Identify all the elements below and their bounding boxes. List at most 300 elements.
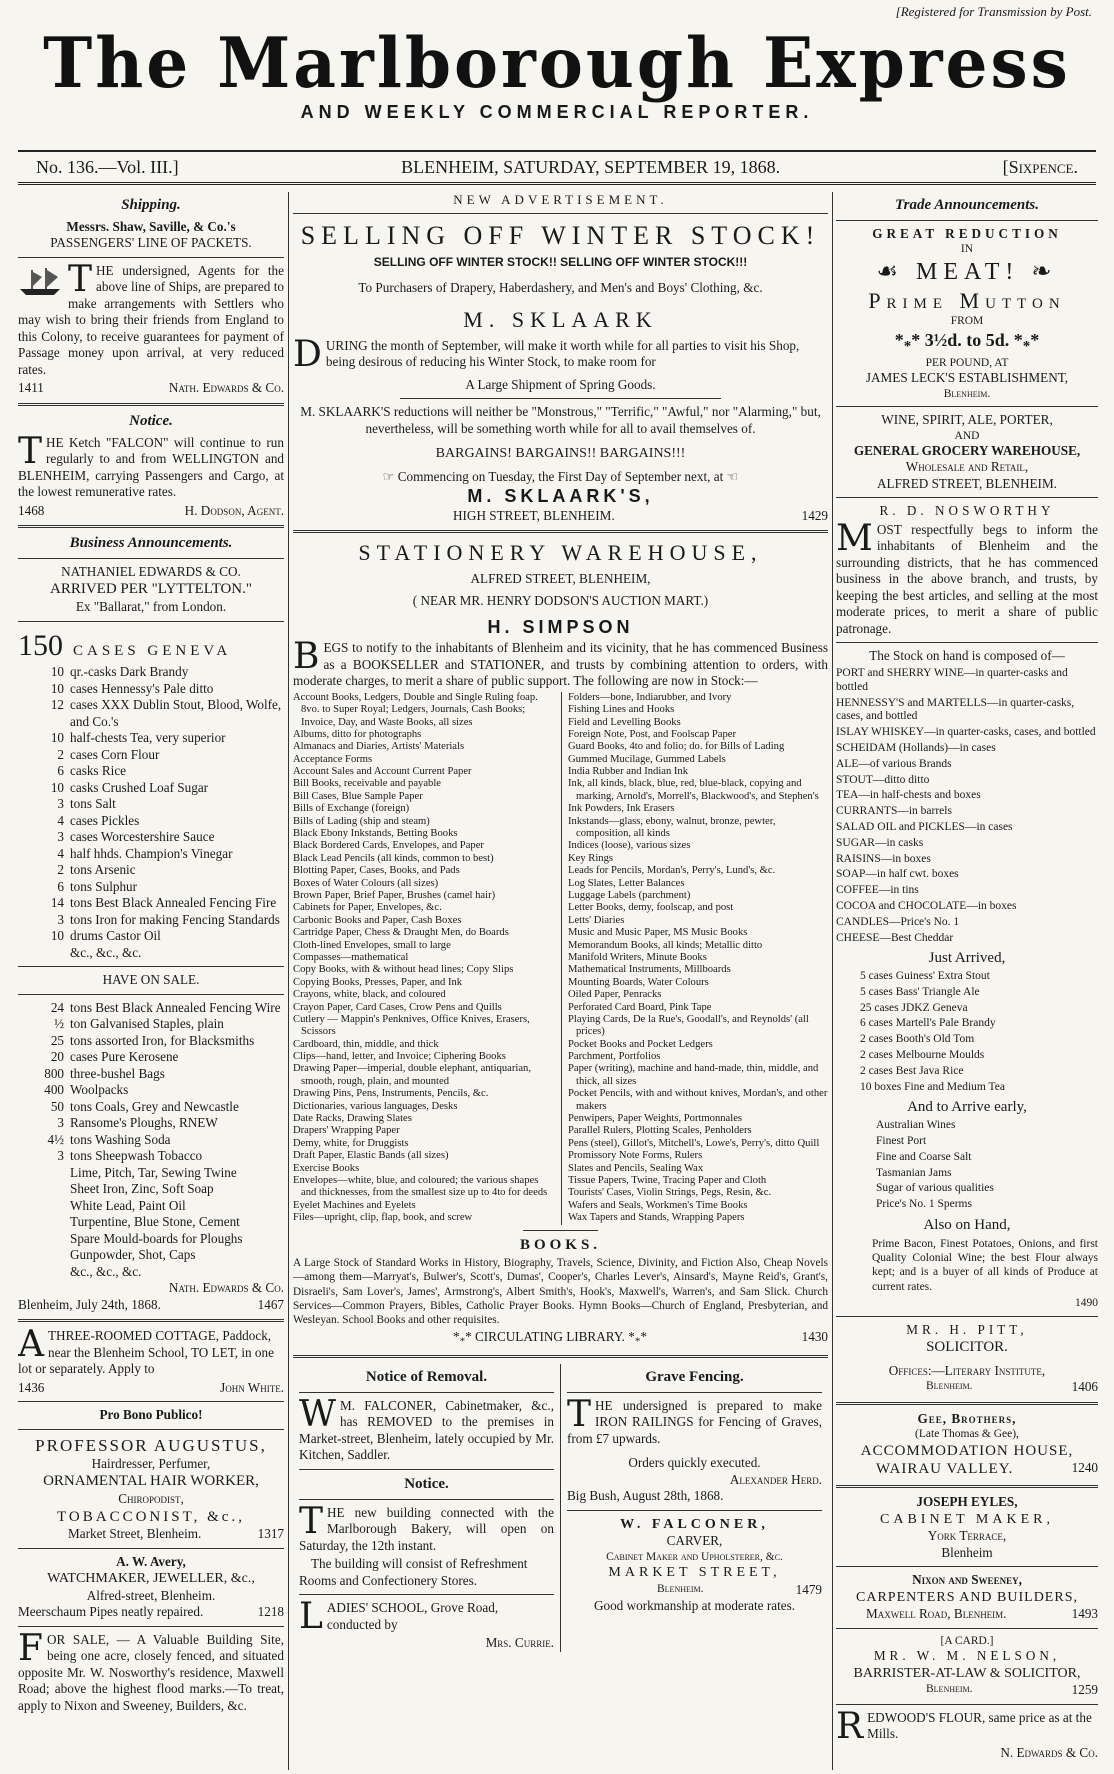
cargo-item bbox=[18, 747, 284, 764]
cargo-description: White Lead, Paint Oil bbox=[70, 1197, 186, 1213]
stock-item: Exercise Books bbox=[293, 1162, 360, 1174]
cargo-quantity: 3 bbox=[57, 796, 64, 811]
stock-item: Files—upright, clip, flap, book, and screw bbox=[293, 1212, 473, 1224]
arrival-item: Sugar of various qualities bbox=[876, 1182, 994, 1195]
cargo-item bbox=[18, 681, 284, 698]
divider bbox=[836, 1316, 1098, 1317]
divider bbox=[836, 642, 1098, 643]
cargo-quantity: 2 bbox=[57, 746, 64, 762]
divider bbox=[18, 994, 284, 995]
ad-line: IN bbox=[960, 243, 974, 256]
ad-number: 1490 bbox=[1075, 1297, 1098, 1310]
divider bbox=[18, 966, 284, 967]
cargo-description: cases Hennessy's Pale ditto bbox=[70, 680, 214, 696]
stock-item: Tissue Papers, Twine, Tracing Paper and Cloth bbox=[568, 1174, 767, 1186]
cargo-item bbox=[18, 945, 284, 962]
ad-signature: Nath. Edwards & Co. bbox=[168, 380, 284, 396]
pointing-hand-icon: ☞ bbox=[382, 468, 398, 484]
cargo-description: casks Rice bbox=[70, 763, 127, 778]
stock-item: Copying Books, Presses, Paper, and Ink bbox=[293, 976, 463, 988]
stock-item: Ink, all kinds, black, blue, red, blue-black, copying and marking, Arnold's, Morrell's, Blackwood's, and Stephen's bbox=[568, 778, 819, 802]
ad-text: MEAT! bbox=[916, 258, 1020, 285]
ad-headline: STATIONERY WAREHOUSE, bbox=[358, 540, 763, 566]
ad-address: Alfred-street, Blenheim. bbox=[86, 1587, 216, 1603]
ad-headline: SELLING OFF WINTER STOCK! bbox=[300, 221, 821, 251]
stock-item: SOAP—in half cwt. boxes bbox=[836, 868, 959, 881]
divider bbox=[293, 213, 828, 214]
drop-cap: B bbox=[293, 636, 320, 678]
ad-body bbox=[567, 1393, 822, 1448]
stock-item: Envelopes—white, blue, and coloured; the various shapes and thicknesses, from the smallest size up to 4to for deeds bbox=[293, 1174, 548, 1199]
stock-item: Perforated Card Board, Pink Tape bbox=[568, 1001, 712, 1013]
ad-reference bbox=[18, 1380, 284, 1397]
stock-item: COCOA and CHOCOLATE—in boxes bbox=[836, 899, 1017, 912]
ad-reference bbox=[18, 1526, 284, 1543]
divider bbox=[400, 398, 721, 399]
stock-item: Drapers' Wrapping Paper bbox=[293, 1125, 400, 1137]
ad-text: THREE-ROOMED COTTAGE, Paddock, near the Blenheim School, TO LET, in one lot or separately. Apply to bbox=[18, 1328, 274, 1376]
cargo-quantity: 6 bbox=[57, 878, 64, 894]
ad-text: OR SALE, — A Valuable Building Site, being one acre, closely fenced, and situated opposite Mr. W. Nosworthy's residence, Maxwell Road; above the highest flood marks.—To treat, apply to Nixon and Sweeney, Builders, &c. bbox=[18, 1631, 284, 1713]
ad-text: The building will consist of Refreshment Rooms and Confectionery Stores. bbox=[299, 1556, 528, 1588]
ad-reference bbox=[18, 503, 284, 520]
cargo-item bbox=[18, 862, 284, 879]
cargo-quantity: 3 bbox=[57, 1148, 64, 1163]
stock-item: CANDLES—Price's No. 1 bbox=[836, 915, 960, 928]
stock-item: Black Lead Pencils (all kinds, common to best) bbox=[293, 852, 494, 864]
cargo-item bbox=[18, 796, 284, 813]
cargo-item bbox=[18, 1115, 284, 1132]
divider bbox=[18, 257, 284, 258]
cargo-description: cases Pickles bbox=[70, 812, 140, 828]
ad-title: GENERAL GROCERY WAREHOUSE, bbox=[853, 442, 1081, 458]
stock-item: Oiled Paper, Penracks bbox=[568, 989, 662, 1001]
section-heading: Grave Fencing. bbox=[645, 1369, 744, 1386]
cargo-description: Woolpacks bbox=[70, 1082, 129, 1097]
cargo-quantity: 25 bbox=[50, 1032, 64, 1048]
stock-item: Compasses—mathematical bbox=[293, 951, 409, 963]
ad-town: Blenheim. bbox=[657, 1582, 704, 1595]
stock-list bbox=[836, 667, 1098, 945]
stock-item: Music and Music Paper, MS Music Books bbox=[568, 927, 748, 939]
cargo-description: tons Arsenic bbox=[70, 862, 136, 877]
cargo-quantity: 800 bbox=[44, 1065, 64, 1081]
cargo-description: half hhds. Champion's Vinegar bbox=[70, 845, 233, 861]
ad-line: ORNAMENTAL HAIR WORKER, bbox=[43, 1473, 259, 1490]
ad-title: Pro Bono Publico! bbox=[99, 1407, 203, 1422]
section-heading: Shipping. bbox=[121, 197, 181, 213]
stock-item: Cloth-lined Envelopes, small to large bbox=[293, 939, 451, 951]
cargo-item bbox=[18, 664, 284, 681]
column-right bbox=[836, 192, 1098, 1770]
divider bbox=[18, 1429, 284, 1430]
stock-item: Bill Cases, Blue Sample Paper bbox=[293, 790, 423, 802]
ad-number: 1468 bbox=[18, 502, 45, 518]
stock-item: HENNESSY'S and MARTELLS—in quarter-casks, cases, and bottled bbox=[836, 696, 1075, 723]
arrival-item: Australian Wines bbox=[876, 1119, 956, 1132]
ad-number: 1479 bbox=[795, 1581, 822, 1597]
stock-item: Folders—bone, Indiarubber, and Ivory bbox=[568, 691, 732, 703]
stock-list-right bbox=[561, 692, 828, 1225]
ad-reference bbox=[18, 1297, 284, 1314]
divider bbox=[836, 497, 1098, 498]
stock-item: Playing Cards, De la Rue's, Goodall's, and Reynolds' (all prices) bbox=[568, 1013, 809, 1038]
stock-item: STOUT—ditto ditto bbox=[836, 773, 930, 786]
ad-headline bbox=[836, 257, 1098, 287]
cargo-quantity: 3 bbox=[57, 1115, 64, 1130]
stock-item: CHEESE—Best Cheddar bbox=[836, 931, 954, 944]
cargo-quantity: 6 bbox=[57, 763, 64, 778]
ad-line: The Stock on hand is composed of— bbox=[869, 648, 1065, 664]
cargo-item bbox=[18, 895, 284, 912]
divider bbox=[299, 1392, 554, 1393]
ad-body bbox=[18, 258, 284, 379]
ad-line: BARRISTER-AT-LAW & SOLICITOR, bbox=[853, 1665, 1081, 1681]
arrival-item: 2 cases Best Java Rice bbox=[860, 1064, 964, 1077]
cargo-quantity: 10 bbox=[50, 730, 64, 745]
stock-item: Promissory Note Forms, Rulers bbox=[568, 1150, 703, 1162]
ad-text: M. SKLAARK'S reductions will neither be "Monstrous," "Terrific," "Awful," nor "Alarming," but, nevertheless, will be something worth while for all to avail themselves of. bbox=[300, 404, 821, 436]
ad-title: GREAT REDUCTION bbox=[872, 225, 1062, 241]
ad-reference bbox=[293, 1329, 828, 1349]
cargo-item bbox=[18, 1148, 284, 1165]
arrival-item: 2 cases Melbourne Moulds bbox=[860, 1049, 985, 1062]
stock-item: Demy, white, for Druggists bbox=[293, 1137, 409, 1149]
ad-text: HE Ketch "FALCON" will continue to run regularly to and from WELLINGTON and BLENHEIM, carrying Passengers and Cargo, at the lowest remunerative rates. bbox=[18, 434, 284, 499]
cargo-item bbox=[18, 780, 284, 797]
cargo-quantity: ½ bbox=[54, 1016, 64, 1031]
column-divider bbox=[832, 192, 833, 1770]
ad-subtitle: PASSENGERS' LINE OF PACKETS. bbox=[50, 235, 252, 251]
ad-title: PROFESSOR AUGUSTUS, bbox=[35, 1435, 267, 1455]
arrival-item: 5 cases Bass' Triangle Ale bbox=[860, 985, 980, 998]
divider bbox=[836, 406, 1098, 407]
ad-body bbox=[299, 1596, 554, 1638]
ad-title: JAMES LECK'S ESTABLISHMENT, bbox=[865, 370, 1069, 386]
ad-title: M. SKLAARK bbox=[463, 307, 658, 333]
geneva-line bbox=[18, 627, 284, 665]
cargo-description: Sheet Iron, Zinc, Soft Soap bbox=[70, 1181, 214, 1196]
ad-line: [A CARD.] bbox=[940, 1634, 994, 1647]
stock-item: Clips—hand, letter, and Invoice; Ciphering Books bbox=[293, 1051, 506, 1063]
divider bbox=[836, 1485, 1098, 1488]
cargo-description: Spare Mould-boards for Ploughs bbox=[70, 1230, 243, 1246]
cargo-description: cases Worcestershire Sauce bbox=[70, 829, 215, 844]
stock-item: Crayons, white, black, and coloured bbox=[293, 989, 446, 1001]
stock-item: Gummed Mucilage, Gummed Labels bbox=[568, 753, 726, 765]
bottom-advert-left bbox=[293, 1364, 560, 1652]
ad-reference bbox=[836, 1460, 1098, 1479]
pointing-hand-icon: ☜ bbox=[723, 468, 739, 484]
stock-item: Guard Books, 4to and folio; do. for Bills of Lading bbox=[568, 741, 785, 753]
issue-price: [Sixpence. bbox=[1002, 156, 1078, 177]
cargo-item bbox=[18, 1016, 284, 1033]
ad-subtitle: Just Arrived, bbox=[928, 950, 1006, 967]
cargo-description: &c., &c., &c. bbox=[70, 944, 142, 960]
stock-item: Copy Books, with & without head lines; Copy Slips bbox=[293, 964, 514, 976]
drop-cap: T bbox=[18, 430, 43, 472]
stock-item: Blotting Paper, Cases, Books, and Pads bbox=[293, 865, 460, 877]
cargo-description: tons Best Black Annealed Fencing Wire bbox=[70, 999, 281, 1015]
cargo-quantity bbox=[18, 1264, 70, 1281]
stock-item: Key Rings bbox=[568, 852, 614, 864]
ad-title: NATHANIEL EDWARDS & CO. bbox=[61, 563, 241, 579]
ad-date: Big Bush, August 28th, 1868. bbox=[567, 1488, 724, 1504]
cargo-quantity: 10 bbox=[50, 680, 64, 696]
ad-body bbox=[836, 1705, 1098, 1747]
ad-subtitle: And to Arrive early, bbox=[907, 1099, 1027, 1116]
divider bbox=[299, 1499, 554, 1500]
cargo-item bbox=[18, 829, 284, 846]
ad-number: 1317 bbox=[257, 1526, 284, 1542]
ad-address: ALFRED STREET, BLENHEIM, bbox=[470, 570, 651, 586]
cargo-item bbox=[18, 879, 284, 896]
issue-dateline: BLENHEIM, SATURDAY, SEPTEMBER 19, 1868. bbox=[401, 156, 781, 177]
cargo-quantity bbox=[18, 1198, 70, 1215]
column-center bbox=[293, 192, 828, 1770]
stock-item: Drawing Paper—imperial, double elephant, antiquarian, smooth, rough, plain, and mounted bbox=[293, 1063, 531, 1087]
stock-item: Drawing Pins, Pens, Instruments, Pencils, &c. bbox=[293, 1088, 489, 1100]
ad-address: Maxwell Road, Blenheim. bbox=[866, 1606, 1007, 1622]
column-left bbox=[18, 192, 284, 1770]
drop-cap: F bbox=[18, 1627, 43, 1669]
stock-item: Foreign Note, Post, and Foolscap Paper bbox=[568, 728, 737, 740]
ad-address: York Terrace, bbox=[927, 1528, 1007, 1544]
stock-item: CURRANTS—in barrels bbox=[836, 805, 952, 818]
ad-title: M. SKLAARK'S, bbox=[467, 486, 654, 507]
stock-item: ISLAY WHISKEY—in quarter-casks, cases, and bottled bbox=[836, 726, 1096, 739]
ad-title: MR. W. M. NELSON, bbox=[873, 1648, 1061, 1664]
divider bbox=[18, 1401, 284, 1402]
ad-line: SOLICITOR. bbox=[926, 1339, 1008, 1356]
stock-item: PORT and SHERRY WINE—in quarter-casks and bottled bbox=[836, 666, 1068, 693]
cargo-item bbox=[18, 1000, 284, 1017]
cargo-item bbox=[18, 1082, 284, 1099]
ad-line: CARPENTERS AND BUILDERS, bbox=[856, 1589, 1078, 1605]
drop-cap: T bbox=[68, 258, 93, 300]
stock-item: Mounting Boards, Water Colours bbox=[568, 976, 709, 988]
stock-item: COFFEE—in tins bbox=[836, 884, 919, 897]
stock-item: Black Ebony Inkstands, Betting Books bbox=[293, 828, 458, 840]
ad-text: EDWOOD'S FLOUR, same price as at the Mills. bbox=[867, 1709, 1092, 1742]
stock-item: Albums, ditto for photographs bbox=[293, 728, 422, 740]
ad-title: A. W. Avery, bbox=[116, 1553, 186, 1569]
divider bbox=[18, 403, 284, 406]
divider bbox=[836, 1704, 1098, 1705]
ad-text: ADIES' SCHOOL, Grove Road, conducted by bbox=[326, 1600, 499, 1632]
ad-line: Offices:—Literary Institute, bbox=[888, 1362, 1046, 1378]
bottom-adverts bbox=[293, 1364, 828, 1652]
cargo-item bbox=[18, 1033, 284, 1050]
stock-item: Draft Paper, Elastic Bands (all sizes) bbox=[293, 1150, 449, 1162]
cargo-item bbox=[18, 1181, 284, 1198]
ad-line: CABINET MAKER, bbox=[880, 1511, 1054, 1527]
ad-line: CARVER, bbox=[666, 1533, 723, 1549]
ad-text: CIRCULATING LIBRARY. bbox=[474, 1328, 625, 1344]
ad-reference bbox=[18, 380, 284, 397]
cargo-description: tons Sulphur bbox=[70, 878, 138, 894]
section-heading: Trade Announcements. bbox=[895, 197, 1039, 213]
cargo-quantity: 10 bbox=[50, 779, 64, 795]
ad-body bbox=[836, 517, 1098, 638]
stock-item: Carbonic Books and Paper, Cash Boxes bbox=[293, 914, 462, 926]
drop-cap: W bbox=[299, 1393, 337, 1435]
stock-item: Fishing Lines and Hooks bbox=[568, 704, 675, 716]
cargo-description: casks Crushed Loaf Sugar bbox=[70, 779, 209, 795]
arrival-item: Price's No. 1 Sperms bbox=[876, 1198, 972, 1211]
cargo-quantity: 10 bbox=[50, 664, 64, 679]
ad-subtitle: ARRIVED PER "LYTTELTON." bbox=[50, 581, 252, 598]
stock-item: TEA—in half-chests and boxes bbox=[836, 789, 981, 802]
divider bbox=[299, 1469, 554, 1470]
stock-item: Account Books, Ledgers, Double and Single Ruling foap. 8vo. to Super Royal; Ledgers, Journals, Cash Books; Invoice, Day, and Waste Books, all sizes bbox=[293, 691, 538, 728]
stock-item: Log Slates, Letter Balances bbox=[568, 877, 685, 889]
cargo-quantity: 12 bbox=[50, 697, 64, 712]
ad-reference bbox=[836, 1379, 1098, 1396]
issue-line bbox=[18, 150, 1096, 185]
ad-title: Messrs. Shaw, Saville, & Co.'s bbox=[66, 218, 236, 234]
cargo-item bbox=[18, 1132, 284, 1149]
cargo-description: cases XXX Dublin Stout, Blood, Wolfe, and Co.'s bbox=[70, 697, 282, 729]
cargo-description: tons Iron for making Fencing Standards bbox=[70, 911, 280, 927]
stock-item: Bills of Exchange (foreign) bbox=[293, 803, 410, 815]
ad-number: 1218 bbox=[257, 1604, 284, 1620]
cargo-description: half-chests Tea, very superior bbox=[70, 730, 226, 745]
stock-item: RAISINS—in boxes bbox=[836, 852, 931, 865]
cargo-description: tons Washing Soda bbox=[70, 1131, 171, 1147]
stock-item: Penwipers, Paper Weights, Portmonnales bbox=[568, 1113, 743, 1125]
divider bbox=[18, 1548, 284, 1549]
stock-item: Wafers and Seals, Workmen's Time Books bbox=[568, 1199, 748, 1211]
stock-item: Bill Books, receivable and payable bbox=[293, 778, 441, 790]
ad-text: A Large Stock of Standard Works in History, Biography, Travels, Science, Divinity, and Fiction Also, Cheap Novels—among them—Marryat's, Bulwer's, Scott's, Dumas', Cooper's, Charles Lever's, Ainsard's, Mayne Reid's, Grant's, Disraeli's, Sam Lover's, James', Armstrong's, Albert Smith's, Hook's, Maxwell's, Warren's, and Sam Slick. Church Services—Common Prayers, Bibles, Catholic Prayer Books. Hymn Books—Church of England, Presbyterian, and Wesleyan. School Books and other requisites. bbox=[293, 1257, 828, 1326]
stock-item: SCHEIDAM (Hollands)—in cases bbox=[836, 741, 996, 754]
cargo-item bbox=[18, 1049, 284, 1066]
drop-cap: L bbox=[299, 1596, 323, 1638]
ad-address: ALFRED STREET, BLENHEIM. bbox=[877, 475, 1057, 491]
ad-body bbox=[18, 430, 284, 501]
ad-town: Blenheim bbox=[941, 1544, 993, 1560]
arrival-item: 25 cases JDKZ Geneva bbox=[860, 1001, 968, 1014]
ad-address: WAIRAU VALLEY. bbox=[876, 1461, 1014, 1478]
section-heading: Notice. bbox=[404, 1475, 449, 1492]
ad-number: 1406 bbox=[1071, 1379, 1098, 1395]
arrival-item: Tasmanian Jams bbox=[876, 1166, 952, 1179]
cargo-description: cases Pure Kerosene bbox=[70, 1049, 179, 1064]
stock-item: Bills of Lading (ship and steam) bbox=[293, 815, 430, 827]
cargo-quantity: 4½ bbox=[47, 1131, 64, 1147]
cargo-description: tons Sheepwash Tobacco bbox=[70, 1148, 203, 1163]
cargo-quantity bbox=[18, 1214, 70, 1231]
cargo-quantity: 400 bbox=[44, 1082, 64, 1097]
stock-item: Wax Tapers and Stands, Wrapping Papers bbox=[568, 1212, 745, 1224]
arrival-list bbox=[836, 970, 1098, 1094]
stock-item: ALE—of various Brands bbox=[836, 757, 952, 770]
stock-item: Field and Levelling Books bbox=[568, 716, 681, 728]
stock-item: Pocket Books and Pocket Ledgers bbox=[568, 1038, 713, 1050]
ad-line: WATCHMAKER, JEWELLER, &c., bbox=[47, 1571, 255, 1587]
cargo-quantity bbox=[18, 1181, 70, 1198]
ad-number: 1240 bbox=[1071, 1460, 1098, 1476]
cargo-description: cases Corn Flour bbox=[70, 746, 160, 762]
cargo-quantity bbox=[18, 1165, 70, 1182]
ad-headline: Prime Mutton bbox=[868, 287, 1066, 313]
divider bbox=[293, 1355, 828, 1358]
ad-line: BARGAINS! BARGAINS!! BARGAINS!!! bbox=[435, 446, 686, 462]
ad-reference bbox=[18, 1604, 284, 1621]
ad-line: Hairdresser, Perfumer, bbox=[91, 1455, 211, 1471]
cargo-description: tons Coals, Grey and Newcastle bbox=[70, 1098, 239, 1114]
ad-reference bbox=[836, 1606, 1098, 1623]
stock-item: Inkstands—glass, ebony, walnut, bronze, pewter, composition, all kinds bbox=[568, 815, 776, 840]
ad-line: FROM bbox=[950, 315, 984, 328]
divider bbox=[567, 1510, 822, 1511]
drop-cap: A bbox=[18, 1324, 44, 1365]
ad-line: Orders quickly executed. bbox=[628, 1455, 761, 1471]
cargo-quantity: 2 bbox=[57, 862, 64, 877]
stock-item: Memorandum Books, all kinds; Metallic ditto bbox=[568, 939, 763, 951]
stock-item: Cardboard, thin, middle, and thick bbox=[293, 1038, 439, 1050]
ad-body bbox=[293, 333, 828, 375]
stock-item: Black Bordered Cards, Envelopes, and Paper bbox=[293, 840, 484, 852]
ad-line: PER POUND, AT bbox=[925, 356, 1009, 369]
ad-subheadline: SELLING OFF WINTER STOCK!! SELLING OFF WINTER STOCK!!! bbox=[373, 254, 748, 269]
cargo-quantity: 14 bbox=[50, 895, 64, 910]
ad-line: (Late Thomas & Gee), bbox=[915, 1428, 1019, 1441]
stock-item: Crayon Paper, Card Cases, Crow Pens and Quills bbox=[293, 1001, 502, 1013]
arrival-item: Finest Port bbox=[876, 1134, 927, 1147]
ad-subtitle: Ex "Ballarat," from London. bbox=[75, 599, 227, 614]
ad-subtitle: HAVE ON SALE. bbox=[102, 972, 200, 987]
arrival-list bbox=[836, 1119, 1098, 1212]
divider bbox=[299, 1594, 554, 1595]
cargo-quantity: 24 bbox=[50, 999, 64, 1015]
stock-item: Dictionaries, various languages, Desks bbox=[293, 1100, 458, 1112]
cargo-description: drums Castor Oil bbox=[70, 928, 161, 943]
stock-item: India Rubber and Indian Ink bbox=[568, 766, 689, 778]
divider bbox=[836, 220, 1098, 221]
ad-text: HE undersigned is prepared to make IRON RAILINGS for Fencing of Graves, from £7 upwards. bbox=[567, 1397, 822, 1446]
ad-signature: H. Dodson, Agent. bbox=[184, 502, 284, 518]
column-divider bbox=[288, 192, 289, 1770]
cargo-description: Turpentine, Blue Stone, Cement bbox=[70, 1214, 240, 1229]
cargo-description: tons assorted Iron, for Blacksmiths bbox=[70, 1032, 255, 1048]
stock-item: Ink Powders, Ink Erasers bbox=[568, 803, 675, 815]
cargo-item bbox=[18, 1231, 284, 1248]
cargo-item bbox=[18, 1214, 284, 1231]
stock-item: SALAD OIL and PICKLES—in cases bbox=[836, 820, 1013, 833]
ad-line: $*_**$ CIRCULATING LIBRARY. $*_**$ bbox=[453, 1328, 647, 1348]
divider bbox=[18, 558, 284, 559]
ad-town: Blenheim. bbox=[926, 1380, 973, 1393]
ad-date: Blenheim, July 24th, 1868. bbox=[18, 1296, 161, 1312]
ad-number: 1493 bbox=[1071, 1606, 1098, 1622]
ad-line: Cabinet Maker and Upholsterer, &c. bbox=[606, 1550, 783, 1563]
registered-note: [Registered for Transmission by Post. bbox=[895, 4, 1092, 19]
stock-item: Eyelet Machines and Eyelets bbox=[293, 1199, 416, 1211]
stock-item: Pens (steel), Gillot's, Mitchell's, Lowe's, Perry's, ditto Quill bbox=[568, 1137, 820, 1149]
cargo-quantity: 3 bbox=[57, 829, 64, 844]
ad-title: W. FALCONER, bbox=[620, 1516, 769, 1532]
ad-reference bbox=[293, 508, 828, 525]
ad-signature: Mrs. Currie. bbox=[485, 1635, 554, 1651]
drop-cap: M bbox=[836, 517, 873, 559]
cargo-description: tons Best Black Annealed Fencing Fire bbox=[70, 895, 277, 910]
arrival-item: 6 cases Martell's Pale Brandy bbox=[860, 1017, 996, 1030]
ad-title: R. D. NOSWORTHY bbox=[879, 503, 1055, 519]
ad-address: HIGH STREET, BLENHEIM. bbox=[453, 507, 615, 523]
ad-title: Gee, Brothers, bbox=[917, 1410, 1017, 1426]
